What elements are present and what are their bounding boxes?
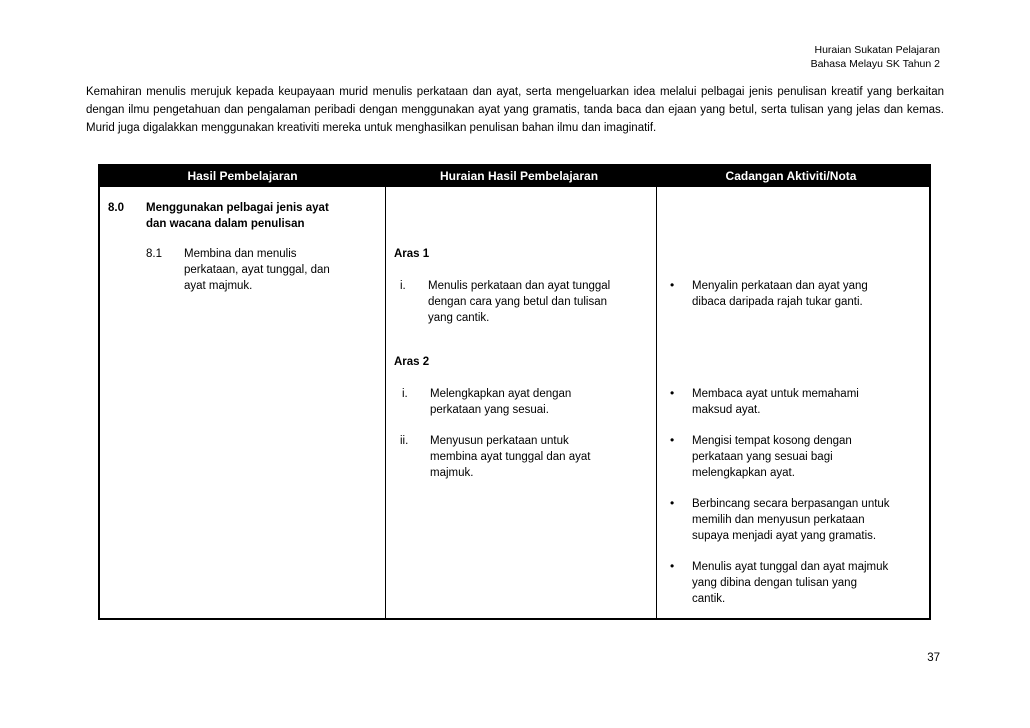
table-header-row [100, 166, 929, 187]
activity-line: dibaca daripada rajah tukar ganti. [692, 296, 863, 308]
header-hasil: Hasil Pembelajaran [187, 169, 298, 183]
header-cadangan: Cadangan Aktiviti/Nota [725, 169, 857, 183]
aras-2-label: Aras 2 [394, 356, 430, 368]
activity-line: melengkapkan ayat. [692, 467, 795, 479]
document-header [811, 43, 940, 71]
sub-line-2: perkataan, ayat tunggal, dan [184, 264, 330, 276]
aras-1-item-num: i. [400, 280, 406, 292]
activity-line: perkataan yang sesuai bagi [692, 451, 833, 463]
aras-2-item-line: perkataan yang sesuai. [430, 404, 549, 416]
activity-line: supaya menjadi ayat yang gramatis. [692, 530, 877, 542]
bullet-icon: • [670, 496, 675, 510]
bullet-icon: • [670, 386, 675, 400]
aras-1-item-line: yang cantik. [428, 312, 490, 324]
bullet-icon: • [670, 559, 675, 573]
column-divider [656, 166, 657, 618]
activity-line: Berbincang secara berpasangan untuk [692, 498, 890, 510]
activity-line: memilih dan menyusun perkataan [692, 514, 865, 526]
header-huraian: Huraian Hasil Pembelajaran [439, 169, 599, 183]
intro-paragraph: Kemahiran menulis merujuk kepada keupayaan murid menulis perkataan dan ayat, serta mengeluarkan idea melalui pelbagai jenis penulisan kreatif yang berkaitan dengan ilmu pengetahuan dan pengalaman peribadi dengan menggunakan ayat yang gramatis, tanda baca dan ejaan yang betul, serta tulisan yang jelas dan kemas. Murid juga digalakkan menggunakan kreativiti mereka untuk menghasilkan penulisan bahan ilmu dan imaginatif. [86, 86, 944, 134]
learning-table [98, 164, 931, 620]
section-title-line-1: Menggunakan pelbagai jenis ayat [146, 202, 329, 214]
aras-2-item-line: majmuk. [430, 467, 474, 479]
bullet-icon: • [670, 278, 675, 292]
sub-number: 8.1 [146, 248, 162, 260]
aras-1-item-line: Menulis perkataan dan ayat tunggal [428, 280, 611, 292]
activity-line: Membaca ayat untuk memahami [692, 388, 859, 400]
header-line-2: Bahasa Melayu SK Tahun 2 [810, 58, 940, 70]
activity-line: cantik. [692, 593, 726, 605]
aras-2-item-line: Melengkapkan ayat dengan [430, 388, 572, 400]
bullet-icon: • [670, 433, 675, 447]
activity-line: yang dibina dengan tulisan yang [692, 577, 857, 589]
aras-2-item-line: membina ayat tunggal dan ayat [430, 451, 591, 463]
aras-2-item-num: i. [402, 388, 408, 400]
aras-1-item-line: dengan cara yang betul dan tulisan [428, 296, 608, 308]
section-number: 8.0 [108, 202, 124, 214]
activity-line: maksud ayat. [692, 404, 761, 416]
page-number: 37 [927, 652, 940, 664]
activity-line: Menyalin perkataan dan ayat yang [692, 280, 868, 292]
aras-1-label: Aras 1 [394, 248, 430, 260]
column-divider [385, 166, 386, 618]
section-title-line-2: dan wacana dalam penulisan [146, 218, 305, 230]
activity-line: Menulis ayat tunggal dan ayat majmuk [692, 561, 889, 573]
activity-line: Mengisi tempat kosong dengan [692, 435, 852, 447]
sub-line-1: Membina dan menulis [184, 248, 297, 260]
sub-line-3: ayat majmuk. [184, 280, 253, 292]
aras-2-item-line: Menyusun perkataan untuk [430, 435, 569, 447]
aras-2-item-num: ii. [400, 435, 409, 447]
header-line-1: Huraian Sukatan Pelajaran [814, 44, 940, 56]
